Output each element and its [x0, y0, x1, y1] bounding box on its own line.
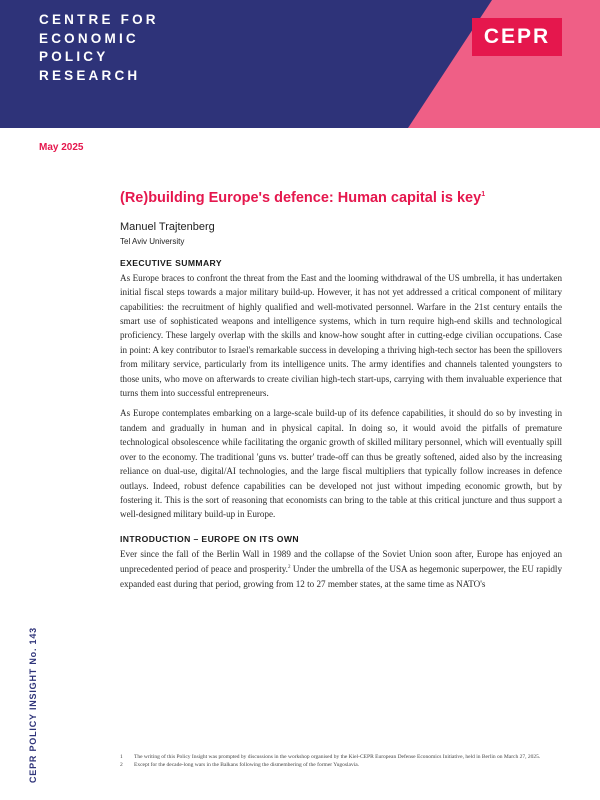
author-name: Manuel Trajtenberg — [120, 220, 215, 233]
cepr-logo: CEPR — [472, 18, 562, 56]
footnote — [120, 754, 562, 762]
intro-text-continued: Under the umbrella of the USA as hegemonic superpower, the EU rapidly expanded east during that period, growing from 12 to 27 member states, at the same time as NATO's — [120, 564, 563, 589]
publication-date: May 2025 — [39, 142, 84, 153]
org-line: RESEARCH — [39, 67, 141, 83]
author-affiliation: Tel Aviv University — [120, 236, 185, 246]
footnote-number: 2 — [120, 761, 123, 768]
footnote-text: Except for the decade-long wars in the Balkans following the dismembering of the former Yugoslavia. — [134, 761, 360, 768]
organisation-name — [39, 11, 159, 85]
introduction-paragraph — [120, 547, 562, 591]
title-text: (Re)building Europe's defence: Human capital is key — [120, 189, 482, 206]
intro-text: Ever since the fall of the Berlin Wall in 1989 and the collapse of the Soviet Union soon after, Europe has enjoyed an unprecedented period of peace and prosperity. — [120, 548, 562, 575]
footnotes — [120, 754, 562, 769]
org-line: ECONOMIC — [39, 30, 139, 46]
footnote-number: 1 — [120, 754, 123, 760]
title-footnote-ref[interactable]: 1 — [481, 191, 486, 198]
footnote-ref[interactable]: 2 — [287, 565, 291, 571]
main-content — [120, 185, 562, 597]
org-line: POLICY — [39, 49, 109, 64]
introduction-heading: INTRODUCTION – EUROPE ON ITS OWN — [120, 533, 299, 544]
org-line: CENTRE FOR — [39, 12, 159, 27]
footnote — [120, 762, 562, 770]
summary-paragraph: As Europe contemplates embarking on a large-scale build-up of its defence capabilities, it should do so by investing in tandem and gradually in human and in physical capital. In doing so, it would avoid the pitfalls of premature technological obsolescence while facilitating the organic growth of skilled military personnel, which will eventually spill over to the economy. The traditional 'guns vs. butter' trade-off can thus be greatly softened, aided also by the increasing reliance on dual-use, digital/AI technologies, and the large fiscal multipliers that typically follow increases in defence outlays. Indeed, robust defence capabilities can be developed not just without impeding economic growth, but by fostering it. This is the sort of reasoning that economists can bring to the table at this critical juncture and thus support a well-designed military build-up in Europe. — [120, 408, 562, 520]
footnote-text: The writing of this Policy Insight was prompted by discussions in the workshop organised by the Kiel-CEPR European Defense Economics Initiative, held in Berlin on March 27, 2025. — [134, 754, 541, 760]
executive-summary-heading: EXECUTIVE SUMMARY — [120, 257, 222, 268]
document-title — [120, 185, 562, 208]
summary-paragraph: As Europe braces to confront the threat from the East and the looming withdrawal of the US umbrella, it has undertaken initial fiscal steps towards a major military build-up. However, it has not yet addressed a critical component of military capabilities: the recruitment of highly qualified and well-motivated personnel. Warfare in the 21st century entails the smart use of sophisticated weapons and intelligence systems, which in turn require high-end skills and technological proficiency. These largely overlap with the skills and know-how sought after in cutting-edge civilian occupations. Case in point: A key contributor to Israel's remarkable success in developing a thriving high-tech sector has been the spillovers from military service, particularly from its intelligence units. The army identifies and channels talented youngsters to those units, who move on afterwards to create civilian high-tech start-ups, carrying with them invaluable experience that turns them into successful entrepreneurs. — [120, 272, 562, 399]
series-label: CEPR POLICY INSIGHT No. 143 — [28, 627, 38, 783]
